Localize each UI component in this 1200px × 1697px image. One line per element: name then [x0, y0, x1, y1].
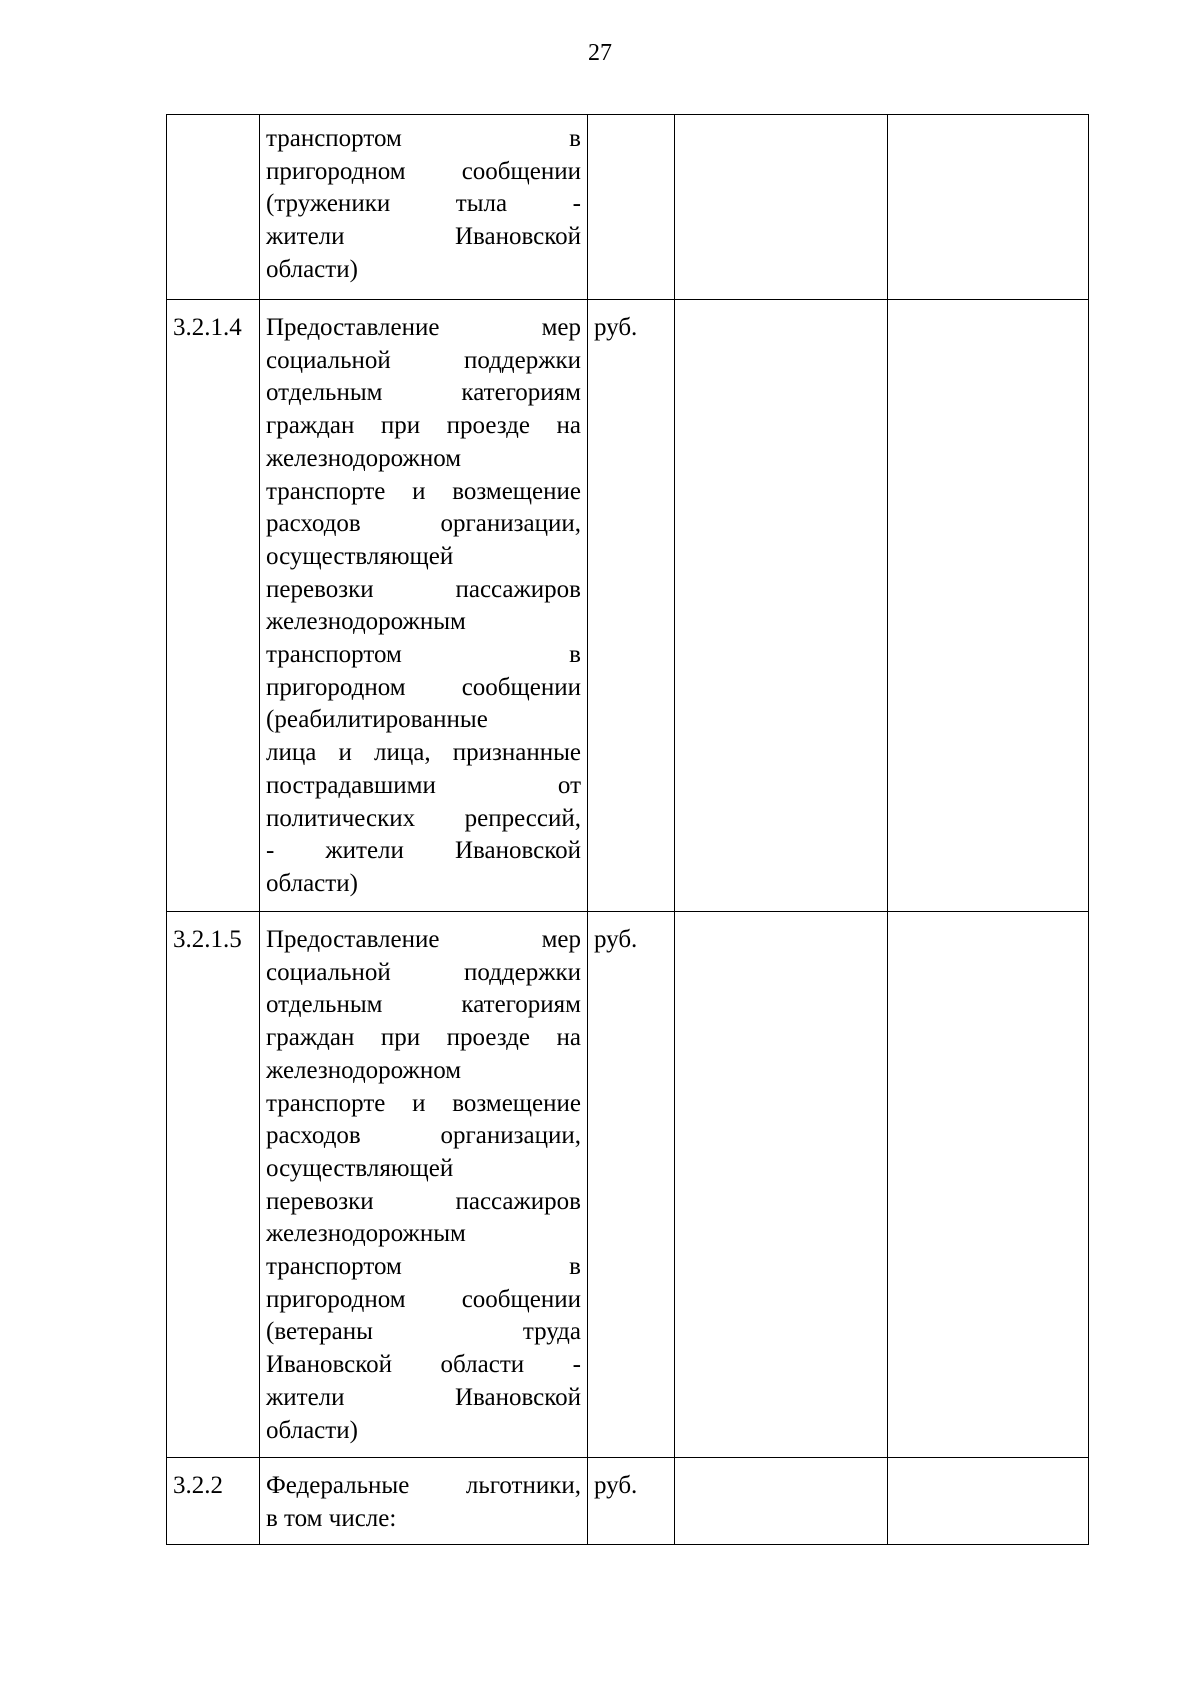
- row-name-line: пригородном сообщении: [266, 1285, 581, 1313]
- row-name-line: пригородном сообщении: [266, 673, 581, 701]
- row-name-line: политических репрессий,: [266, 804, 581, 832]
- table-row: [167, 300, 1089, 912]
- row-name-line: перевозки пассажиров: [266, 575, 581, 603]
- row-name-cell: [260, 115, 588, 300]
- row-code-cell: 3.2.1.4: [167, 300, 260, 912]
- row-name-line: железнодорожным: [266, 1220, 466, 1248]
- row-name-line: железнодорожным: [266, 608, 466, 636]
- row-value1-cell: [675, 115, 888, 300]
- row-name-line: в том числе:: [266, 1504, 397, 1532]
- row-unit-cell: руб.: [588, 300, 675, 912]
- row-name-line: перевозки пассажиров: [266, 1187, 581, 1215]
- row-name-line: пострадавшими от: [266, 771, 581, 799]
- row-name-line: социальной поддержки: [266, 346, 581, 374]
- row-name-line: транспорте и возмещение: [266, 477, 581, 505]
- row-name-line: жители Ивановской: [266, 223, 581, 251]
- row-name-line: осуществляющей: [266, 1154, 454, 1182]
- row-name-line: (реабилитированные: [266, 706, 488, 734]
- row-name-line: расходов организации,: [266, 510, 581, 538]
- row-name-line: (труженики тыла -: [266, 190, 581, 218]
- table-row: [167, 912, 1089, 1458]
- row-name-line: лица и лица, признанные: [266, 739, 581, 767]
- row-value1-cell: [675, 1458, 888, 1545]
- row-code-cell: 3.2.2: [167, 1458, 260, 1545]
- row-unit-cell: руб.: [588, 1458, 675, 1545]
- row-code-cell: [167, 115, 260, 300]
- row-name-line: транспортом в: [266, 125, 581, 152]
- row-name-line: отдельным категориям: [266, 991, 581, 1019]
- row-name-line: транспортом в: [266, 1253, 581, 1281]
- row-name-line: граждан при проезде на: [266, 412, 581, 440]
- data-table: [166, 114, 1089, 1545]
- row-name-cell: [260, 1458, 588, 1545]
- row-name-line: граждан при проезде на: [266, 1024, 581, 1052]
- row-unit-cell: [588, 115, 675, 300]
- row-name-line: осуществляющей: [266, 542, 454, 570]
- row-name-line: железнодорожном: [266, 1056, 462, 1084]
- table-row: [167, 115, 1089, 300]
- row-value2-cell: [888, 115, 1089, 300]
- row-name-line: области): [266, 255, 358, 283]
- row-name-line: области): [266, 869, 358, 897]
- row-name-cell: [260, 300, 588, 912]
- row-name-cell: [260, 912, 588, 1458]
- row-name-line: (ветераны труда: [266, 1318, 581, 1346]
- row-value1-cell: [675, 300, 888, 912]
- row-name-line: Федеральные льготники,: [266, 1472, 581, 1499]
- row-name-line: Ивановской области -: [266, 1351, 581, 1379]
- row-name-line: Предоставление мер: [266, 926, 581, 953]
- row-value2-cell: [888, 1458, 1089, 1545]
- table-body: [167, 115, 1089, 1545]
- row-name-line: Предоставление мер: [266, 314, 581, 341]
- row-value2-cell: [888, 300, 1089, 912]
- row-name-line: расходов организации,: [266, 1122, 581, 1150]
- row-value1-cell: [675, 912, 888, 1458]
- row-name-line: железнодорожном: [266, 444, 462, 472]
- row-name-line: - жители Ивановской: [266, 837, 581, 865]
- row-value2-cell: [888, 912, 1089, 1458]
- row-name-line: жители Ивановской: [266, 1383, 581, 1411]
- row-name-line: транспортом в: [266, 641, 581, 669]
- row-name-line: отдельным категориям: [266, 379, 581, 407]
- row-code-cell: 3.2.1.5: [167, 912, 260, 1458]
- row-name-line: области): [266, 1416, 358, 1444]
- row-name-line: транспорте и возмещение: [266, 1089, 581, 1117]
- row-name-line: социальной поддержки: [266, 958, 581, 986]
- page-number: 27: [588, 40, 612, 66]
- row-unit-cell: руб.: [588, 912, 675, 1458]
- table-row: [167, 1458, 1089, 1545]
- row-name-line: пригородном сообщении: [266, 157, 581, 185]
